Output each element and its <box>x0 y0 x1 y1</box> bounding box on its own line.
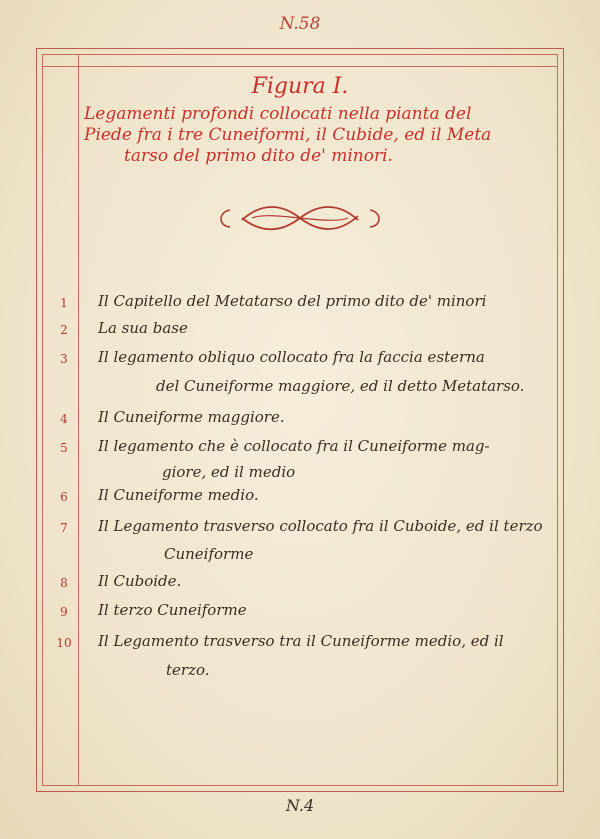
subtitle-line: Legamenti profondi collocati nella pianta del <box>84 104 472 124</box>
entry-text: Il legamento obliquo collocato fra la faccia esterna <box>98 348 485 366</box>
entry-text: Il Cuneiforme maggiore. <box>98 408 285 426</box>
entry-text: Il terzo Cuneiforme <box>98 601 247 619</box>
entry-number: 4 <box>60 412 68 426</box>
figure-subtitle <box>84 104 544 167</box>
entry-text-continuation: giore, ed il medio <box>162 463 296 481</box>
entry-number: 6 <box>60 490 68 504</box>
entry-text-continuation: del Cuneiforme maggiore, ed il detto Metatarso. <box>156 377 525 395</box>
entry-text: Il legamento che è collocato fra il Cuneiforme mag- <box>98 437 490 455</box>
entry-number: 1 <box>60 296 68 310</box>
page-number-bottom: N.4 <box>285 796 315 815</box>
entry-text: La sua base <box>98 319 188 337</box>
top-rule-line <box>42 66 558 67</box>
entry-number: 10 <box>56 636 72 650</box>
entry-text-continuation: terzo. <box>166 661 210 679</box>
ornamental-flourish <box>212 200 388 236</box>
entry-text: Il Legamento trasverso collocato fra il Cuboide, ed il terzo <box>98 517 543 535</box>
entry-text: Il Legamento trasverso tra il Cuneiforme medio, ed il <box>98 632 504 650</box>
entry-number: 3 <box>60 352 68 366</box>
entry-text-continuation: Cuneiforme <box>164 545 254 563</box>
subtitle-line: Piede fra i tre Cuneiformi, il Cubide, ed il Meta <box>84 125 492 145</box>
figure-title: Figura I. <box>251 74 349 99</box>
entry-text: Il Capitello del Metatarso del primo dito de' minori <box>98 292 487 310</box>
subtitle-line: tarso del primo dito de' minori. <box>124 146 393 166</box>
entry-number: 5 <box>60 441 68 455</box>
entry-number: 9 <box>60 605 68 619</box>
entry-text: Il Cuneiforme medio. <box>98 486 259 504</box>
entry-number: 2 <box>60 323 68 337</box>
margin-rule-line <box>78 54 79 786</box>
entry-number: 8 <box>60 576 68 590</box>
entry-number: 7 <box>60 521 68 535</box>
page-number-top: N.58 <box>279 14 321 34</box>
entry-text: Il Cuboide. <box>98 572 182 590</box>
